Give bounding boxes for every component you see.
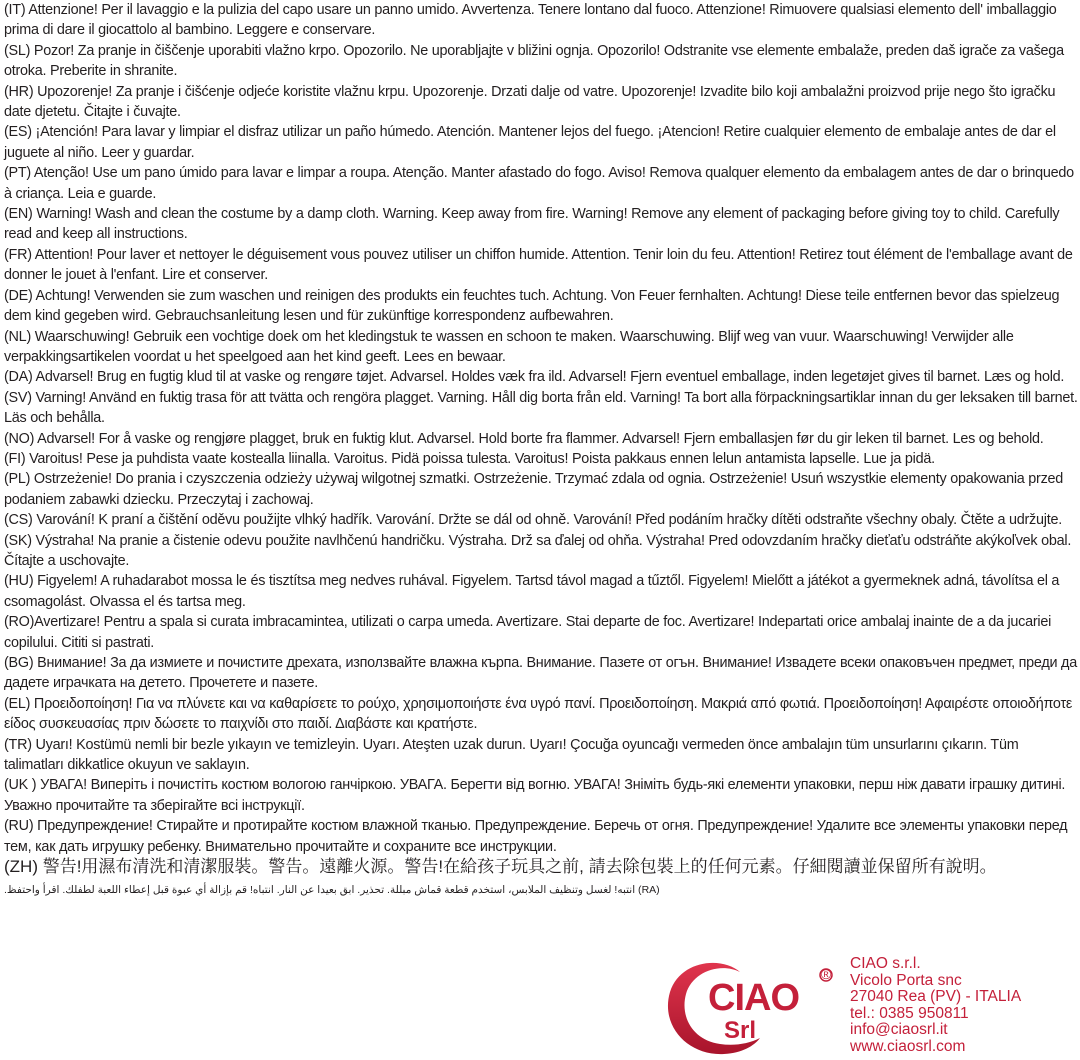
company-address [850,956,1021,1056]
warning-fr: (FR) Attention! Pour laver et nettoyer le déguisement vous pouvez utiliser un chiffon humide. Attention. Tenir loin du feu. Attention! Retirez tout élément de l'emballage avant de donner le jouet à l'enfant. Lire et conserver. [4,246,1073,284]
warning-sv: (SV) Varning! Använd en fuktig trasa för att tvätta och rengöra plagget. Varning. Håll dig borta från eld. Varning! Ta bort alla förpackningsartiklar innan du ger leksaken till barnet. Läs och behålla. [4,389,1078,427]
warning-de: (DE) Achtung! Verwenden sie zum waschen und reinigen des produkts ein feuchtes tuch. Achtung. Von Feuer fernhalten. Achtung! Diese teile entfernen bevor das spielzeug dem kind gegeben wird. Gebrauchsanleitung lesen und für zukünftige korrespondenz aufbewahren. [4,287,1060,325]
warning-cs: (CS) Varování! K praní a čištění oděvu použijte vlhký hadřík. Varování. Držte se dál od ohně. Varování! Před podáním hračky dítěti odstraňte všechny obaly. Čtěte a udržujte. [4,512,1062,529]
company-city: 27040 Rea (PV) - ITALIA [850,988,1022,1006]
warning-ro: (RO)Avertizare! Pentru a spala si curata imbracamintea, utilizati o carpa umeda. Avertizare. Stai departe de foc. Avertizare! Indepartati orice ambalaj inainte de a da jucariei copilului. Cititi si pastrati. [4,614,1052,651]
warning-bg: (BG) Внимание! За да измиете и почистите дрехата, използвайте влажна кърпа. Внимание. Пазете от огън. Внимание! Извадете всеки опаковъчен предмет, преди да дадете играчката на детето. Прочетете и пазете. [4,655,1077,692]
registered-mark-icon: ® [820,966,832,982]
company-email: info@ciaosrl.it [850,1021,948,1039]
ciao-logo [662,952,837,1058]
company-name: CIAO s.r.l. [850,955,921,972]
warning-hu: (HU) Figyelem! A ruhadarabot mossa le és tisztítsa meg nedves ruhával. Figyelem. Tartsd távol magad a tűztől. Figyelem! Mielőtt a játékot a gyermeknek adná, távolítsa el a csomagolást. Olvassa el és tartsa meg. [4,573,1060,610]
warning-it: (IT) Attenzione! Per il lavaggio e la pulizia del capo usare un panno umido. Avvertenza. Tenere lontano dal fuoco. Attenzione! Rimuovere qualsiasi elemento dell' imballaggio prima di dare il giocattolo al bambino. Leggere e conservare. [4,2,1057,39]
warning-es: (ES) ¡Atención! Para lavar y limpiar el disfraz utilizar un paño húmedo. Atención. Mantener lejos del fuego. ¡Atencion! Retire cualquier elemento de embalaje antes de dar el juguete al niño. Leer y guardar. [4,124,1056,161]
company-footer [660,950,1080,1060]
warning-en: (EN) Warning! Wash and clean the costume by a damp cloth. Warning. Keep away from fire. Warning! Remove any element of packaging before giving toy to child. Carefully read and keep all instructions. [4,206,1060,243]
warning-el: (EL) Προειδοποίηση! Για να πλύνετε και να καθαρίσετε το ρούχο, χρησιμοποιήστε ένα υγρό πανί. Προειδοποίηση. Μακριά από φωτιά. Προειδοποίηση! Αφαιρέστε οποιοδήποτε είδος συσκευασίας πριν δώσετε το παιχνίδι στο παιδί. Διαβάστε και κρατήστε. [4,695,1073,733]
company-phone: tel.: 0385 950811 [850,1004,969,1022]
warnings-text-block [4,0,1078,897]
warning-sl: (SL) Pozor! Za pranje in čiščenje uporabiti vlažno krpo. Opozorilo. Ne uporabljajte v bližini ognja. Opozorilo! Odstranite vse elemente embalaže, preden daš igrače za vašega otroka. Preberite in shranite. [4,42,1064,80]
warning-zh: (ZH) 警告!用濕布清洗和清潔服裝。警告。遠離火源。警告!在給孩子玩具之前, 請去除包裝上的任何元素。仔細閱讀並保留所有說明。 [4,857,997,877]
logo-srl-text: Srl [724,1017,757,1044]
company-website: www.ciaosrl.com [850,1037,966,1055]
warning-no: (NO) Advarsel! For å vaske og rengjøre plagget, bruk en fuktig klut. Advarsel. Hold borte fra flammer. Advarsel! Fjern emballasjen før du gir leken til barnet. Les og behold. [4,430,1044,447]
warning-sk: (SK) Výstraha! Na pranie a čistenie odevu použite navlhčenú handričku. Výstraha. Drž sa ďalej od ohňa. Výstraha! Pred odovzdaním hračky dieťaťu odstráňte akýkoľvek obal. Čítajte a uschovajte. [4,532,1072,569]
warning-da: (DA) Advarsel! Brug en fugtig klud til at vaske og rengøre tøjet. Advarsel. Holdes væk fra ild. Advarsel! Fjern eventuel emballage, inden legetøjet gives til barnet. Læs og hold. [4,369,1065,386]
warning-uk: (UK ) УВАГА! Виперіть і почистіть костюм вологою ганчіркою. УВАГА. Берегти від вогню. УВАГА! Зніміть будь-які елементи упаковки, перш ніж давати іграшку дитині. Уважно прочитайте та зберігайте всі інструкції. [4,777,1066,814]
company-street: Vicolo Porta snc [850,971,962,989]
warning-ra: (RA) انتبه! لغسل وتنظيف الملابس، استخدم قطعة قماش مبللة. تحذير. ابق بعيدا عن النار. انتباه! قم بإزالة أي عبوة قبل إعطاء اللعبة لطفلك. اقرأ واحتفظ. [4,884,660,897]
warning-hr: (HR) Upozorenje! Za pranje i čišćenje odjeće koristite vlažnu krpu. Upozorenje. Drzati dalje od vatre. Upozorenje! Izvadite bilo koji ambalažni proizvod prije nego što igračku date djetetu. Čitajte i čuvajte. [4,83,1056,121]
warning-ru: (RU) Предупреждение! Стирайте и протирайте костюм влажной тканью. Предупреждение. Беречь от огня. Предупреждение! Удалите все элементы упаковки перед тем, как дать игрушку ребенку. Внимательно прочитайте и сохраните все инструкции. [4,818,1068,855]
warning-pt: (PT) Atenção! Use um pano úmido para lavar e limpar a roupa. Atenção. Manter afastado do fogo. Aviso! Remova qualquer elemento da embalagem antes de dar o brinquedo à criança. Leia e guarde. [4,165,1074,202]
warning-tr: (TR) Uyarı! Kostümü nemli bir bezle yıkayın ve temizleyin. Uyarı. Ateşten uzak durun. Uyarı! Çocuğa oyuncağı vermeden önce ambalajın tüm unsurlarını çıkarın. Tüm talimatları dikkatlice okuyun ve saklayın. [4,736,1019,774]
warning-pl: (PL) Ostrzeżenie! Do prania i czyszczenia odzieży używaj wilgotnej szmatki. Ostrzeżenie. Trzymać zdala od ognia. Ostrzeżenie! Usuń wszystkie elementy opakowania przed podaniem zabawki dziecku. Przeczytaj i zachowaj. [4,471,1064,508]
logo-brand-text: CIAO [708,977,799,1019]
warning-fi: (FI) Varoitus! Pese ja puhdista vaate kostealla liinalla. Varoitus. Pidä poissa tulesta. Varoitus! Poista pakkaus ennen lelun antamista lapselle. Lue ja pidä. [4,450,935,467]
warning-nl: (NL) Waarschuwing! Gebruik een vochtige doek om het kledingstuk te wassen en schoon te maken. Waarschuwing. Blijf weg van vuur. Waarschuwing! Verwijder alle verpakkingsartikelen voordat u het speelgoed aan het kind geeft. Lees en bewaar. [4,328,1014,365]
